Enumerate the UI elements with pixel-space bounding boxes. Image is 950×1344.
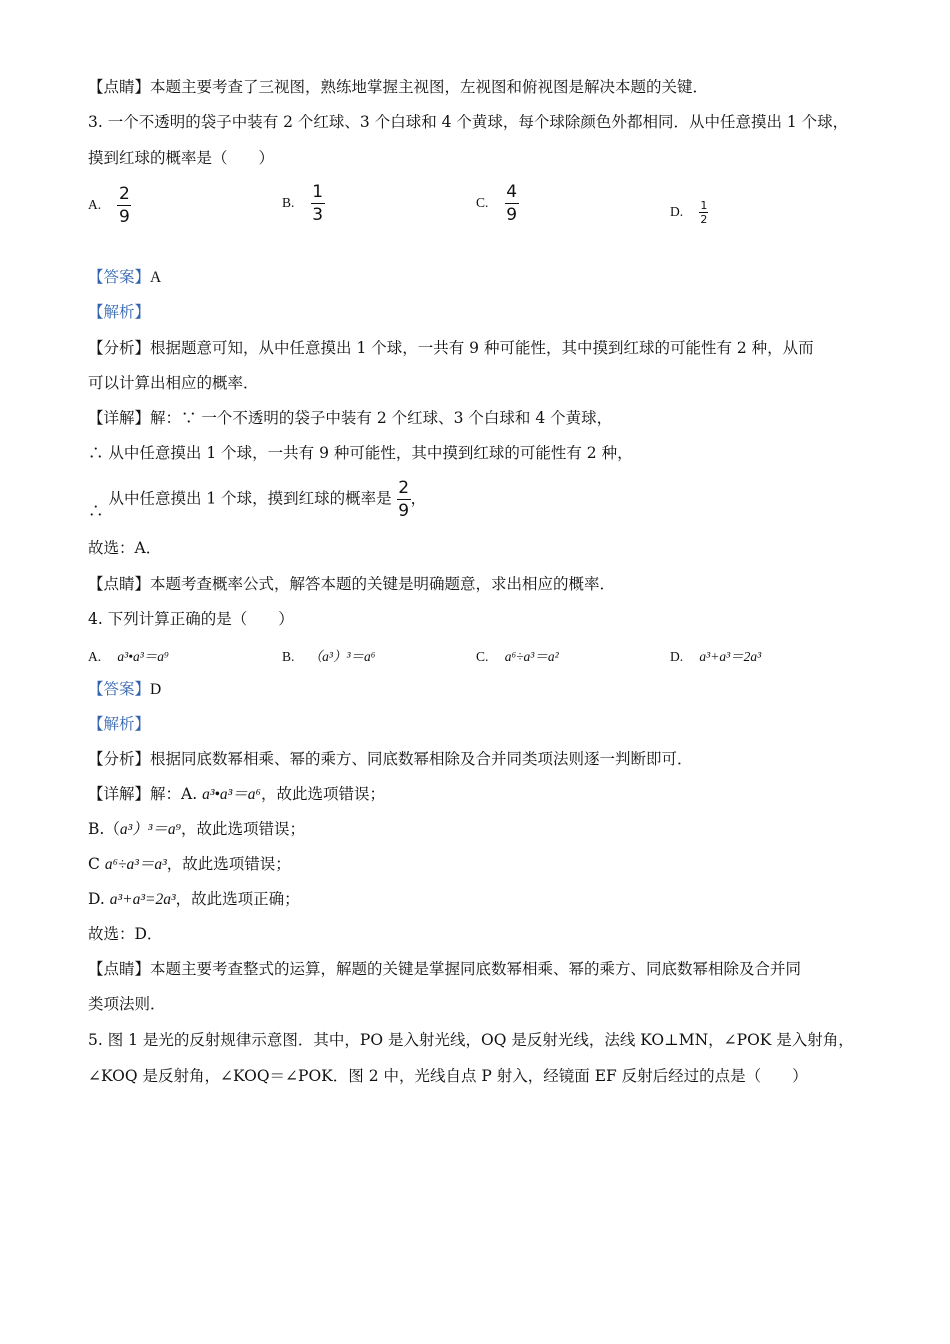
q3-option-a: [88, 184, 131, 227]
xiangjie-prefix: D.: [88, 890, 105, 908]
option-label: A.: [88, 649, 102, 664]
option-expression: a⁶÷a³＝a²: [504, 649, 559, 664]
q4-xiangjie-b: [88, 818, 305, 841]
q4-analysis-heading: 【解析】: [88, 715, 151, 733]
option-expression: a³•a³＝a⁹: [117, 649, 169, 664]
q4-xiangjie-d: [88, 888, 300, 911]
numerator: 2: [398, 478, 410, 498]
answer-value: A: [150, 269, 162, 286]
xiangjie-prefix: 解：A.: [150, 785, 198, 803]
numerator: 1: [312, 182, 324, 202]
dianjing-label: 【点睛】: [88, 575, 151, 593]
option-expression: （a³）³＝a⁶: [308, 649, 376, 664]
fraction: [397, 478, 411, 521]
q4-choice: 故选：D．: [88, 925, 163, 943]
fenxi-label: 【分析】: [88, 750, 151, 768]
q3-option-c: [476, 182, 519, 225]
q5-stem-line1: 5. 图 1 是光的反射规律示意图．其中，PO 是入射光线，OQ 是反射光线，法线 KO⊥MN，∠POK 是入射角，: [88, 1031, 854, 1049]
q4-xiangjie-a: [88, 783, 385, 806]
option-label: D.: [670, 649, 684, 664]
q2-comment: 【点睛】本题主要考查了三视图，熟练地掌握主视图，左视图和俯视图是解决本题的关键．: [88, 78, 709, 96]
answer-label: 【答案】: [88, 680, 151, 698]
numerator: 1: [700, 199, 708, 212]
xiangjie-label: 【详解】: [88, 785, 151, 803]
q3-option-b: [282, 182, 325, 225]
xiangjie-text: 从中任意摸出 1 个球，摸到红球的概率是: [108, 489, 392, 508]
therefore-symbol: ∴: [88, 501, 104, 520]
q3-analysis-heading: 【解析】: [88, 303, 151, 321]
q4-stem: 4. 下列计算正确的是（ ）: [88, 610, 294, 628]
q5-stem-line2: ∠KOQ 是反射角，∠KOQ＝∠POK．图 2 中，光线自点 P 射入，经镜面 EF 反射后经过的点是（ ）: [88, 1067, 808, 1085]
xiangjie-tail: ，故此选项错误；: [260, 785, 385, 803]
numerator: 4: [506, 182, 518, 202]
q3-fenxi-line2: 可以计算出相应的概率．: [88, 374, 259, 392]
q3-stem-line2: 摸到红球的概率是（ ）: [88, 149, 275, 167]
denominator: 9: [506, 205, 518, 225]
fraction: [117, 184, 131, 227]
q3-stem-line1: 3. 一个不透明的袋子中装有 2 个红球、3 个白球和 4 个黄球，每个球除颜色外都相同．从中任意摸出 1 个球，: [88, 113, 849, 131]
expression: a⁶÷a³＝a³: [104, 856, 167, 873]
expression: a³）³＝a⁹: [119, 821, 182, 838]
q3-choice: 故选：A．: [88, 539, 162, 557]
q4-xiangjie-c: [88, 853, 291, 876]
xiangjie-tail: ，故此选项错误；: [166, 855, 291, 873]
fenxi-text: 根据同底数幂相乘、幂的乘方、同底数幂相除及合并同类项法则逐一判断即可．: [150, 750, 693, 768]
fenxi-text: 根据题意可知，从中任意摸出 1 个球，一共有 9 种可能性，其中摸到红球的可能性有 2 种，从而: [150, 339, 814, 357]
q3-fenxi: [88, 337, 814, 359]
comma: ，: [410, 489, 427, 508]
fraction: [311, 182, 325, 225]
q4-option-c: [476, 645, 559, 665]
option-label: A.: [88, 197, 102, 212]
denominator: 3: [312, 205, 324, 225]
dianjing-text: 本题考查概率公式，解答本题的关键是明确题意，求出相应的概率．: [150, 575, 616, 593]
q4-option-a: [88, 645, 169, 665]
fraction: [505, 182, 519, 225]
q3-xiangjie-line1: 【详解】解：∵ 一个不透明的袋子中装有 2 个红球、3 个白球和 4 个黄球，: [88, 409, 613, 427]
option-label: B.: [282, 195, 295, 210]
expression: a³•a³＝a⁶: [202, 786, 261, 803]
option-label: C.: [476, 195, 489, 210]
numerator: 2: [119, 184, 130, 204]
q3-option-d: [670, 200, 708, 225]
q4-option-b: [282, 645, 375, 665]
answer-label: 【答案】: [88, 268, 151, 286]
answer-value: D: [150, 681, 162, 698]
denominator: 2: [700, 213, 708, 226]
xiangjie-tail: ，故此选项正确；: [175, 890, 300, 908]
q4-option-d: [670, 645, 761, 665]
option-label: C.: [476, 649, 489, 664]
dianjing-text: 本题主要考查整式的运算，解题的关键是掌握同底数幂相乘、幂的乘方、同底数幂相除及合并同: [150, 960, 802, 978]
xiangjie-tail: ，故此选项错误；: [181, 820, 306, 838]
q3-answer: [88, 266, 161, 289]
dianjing-label: 【点睛】: [88, 960, 151, 978]
xiangjie-prefix: C: [88, 855, 100, 873]
q3-xiangjie-line3: [88, 478, 426, 521]
q4-fenxi: [88, 748, 693, 770]
xiangjie-prefix: B.（: [88, 820, 120, 838]
q4-comment-line1: [88, 958, 801, 980]
fraction: [699, 200, 708, 225]
q3-comment: [88, 573, 615, 595]
denominator: 9: [119, 207, 130, 227]
option-label: B.: [282, 649, 295, 664]
option-expression: a³+a³＝2a³: [699, 649, 762, 664]
option-label: D.: [670, 204, 684, 219]
q3-xiangjie-line2: ∴ 从中任意摸出 1 个球，一共有 9 种可能性，其中摸到红球的可能性有 2 种，: [88, 444, 633, 462]
expression: a³+a³=2a³: [109, 891, 176, 908]
denominator: 9: [398, 501, 410, 521]
q4-comment-line2: 类项法则．: [88, 995, 166, 1013]
fenxi-label: 【分析】: [88, 339, 151, 357]
q4-answer: [88, 678, 161, 701]
